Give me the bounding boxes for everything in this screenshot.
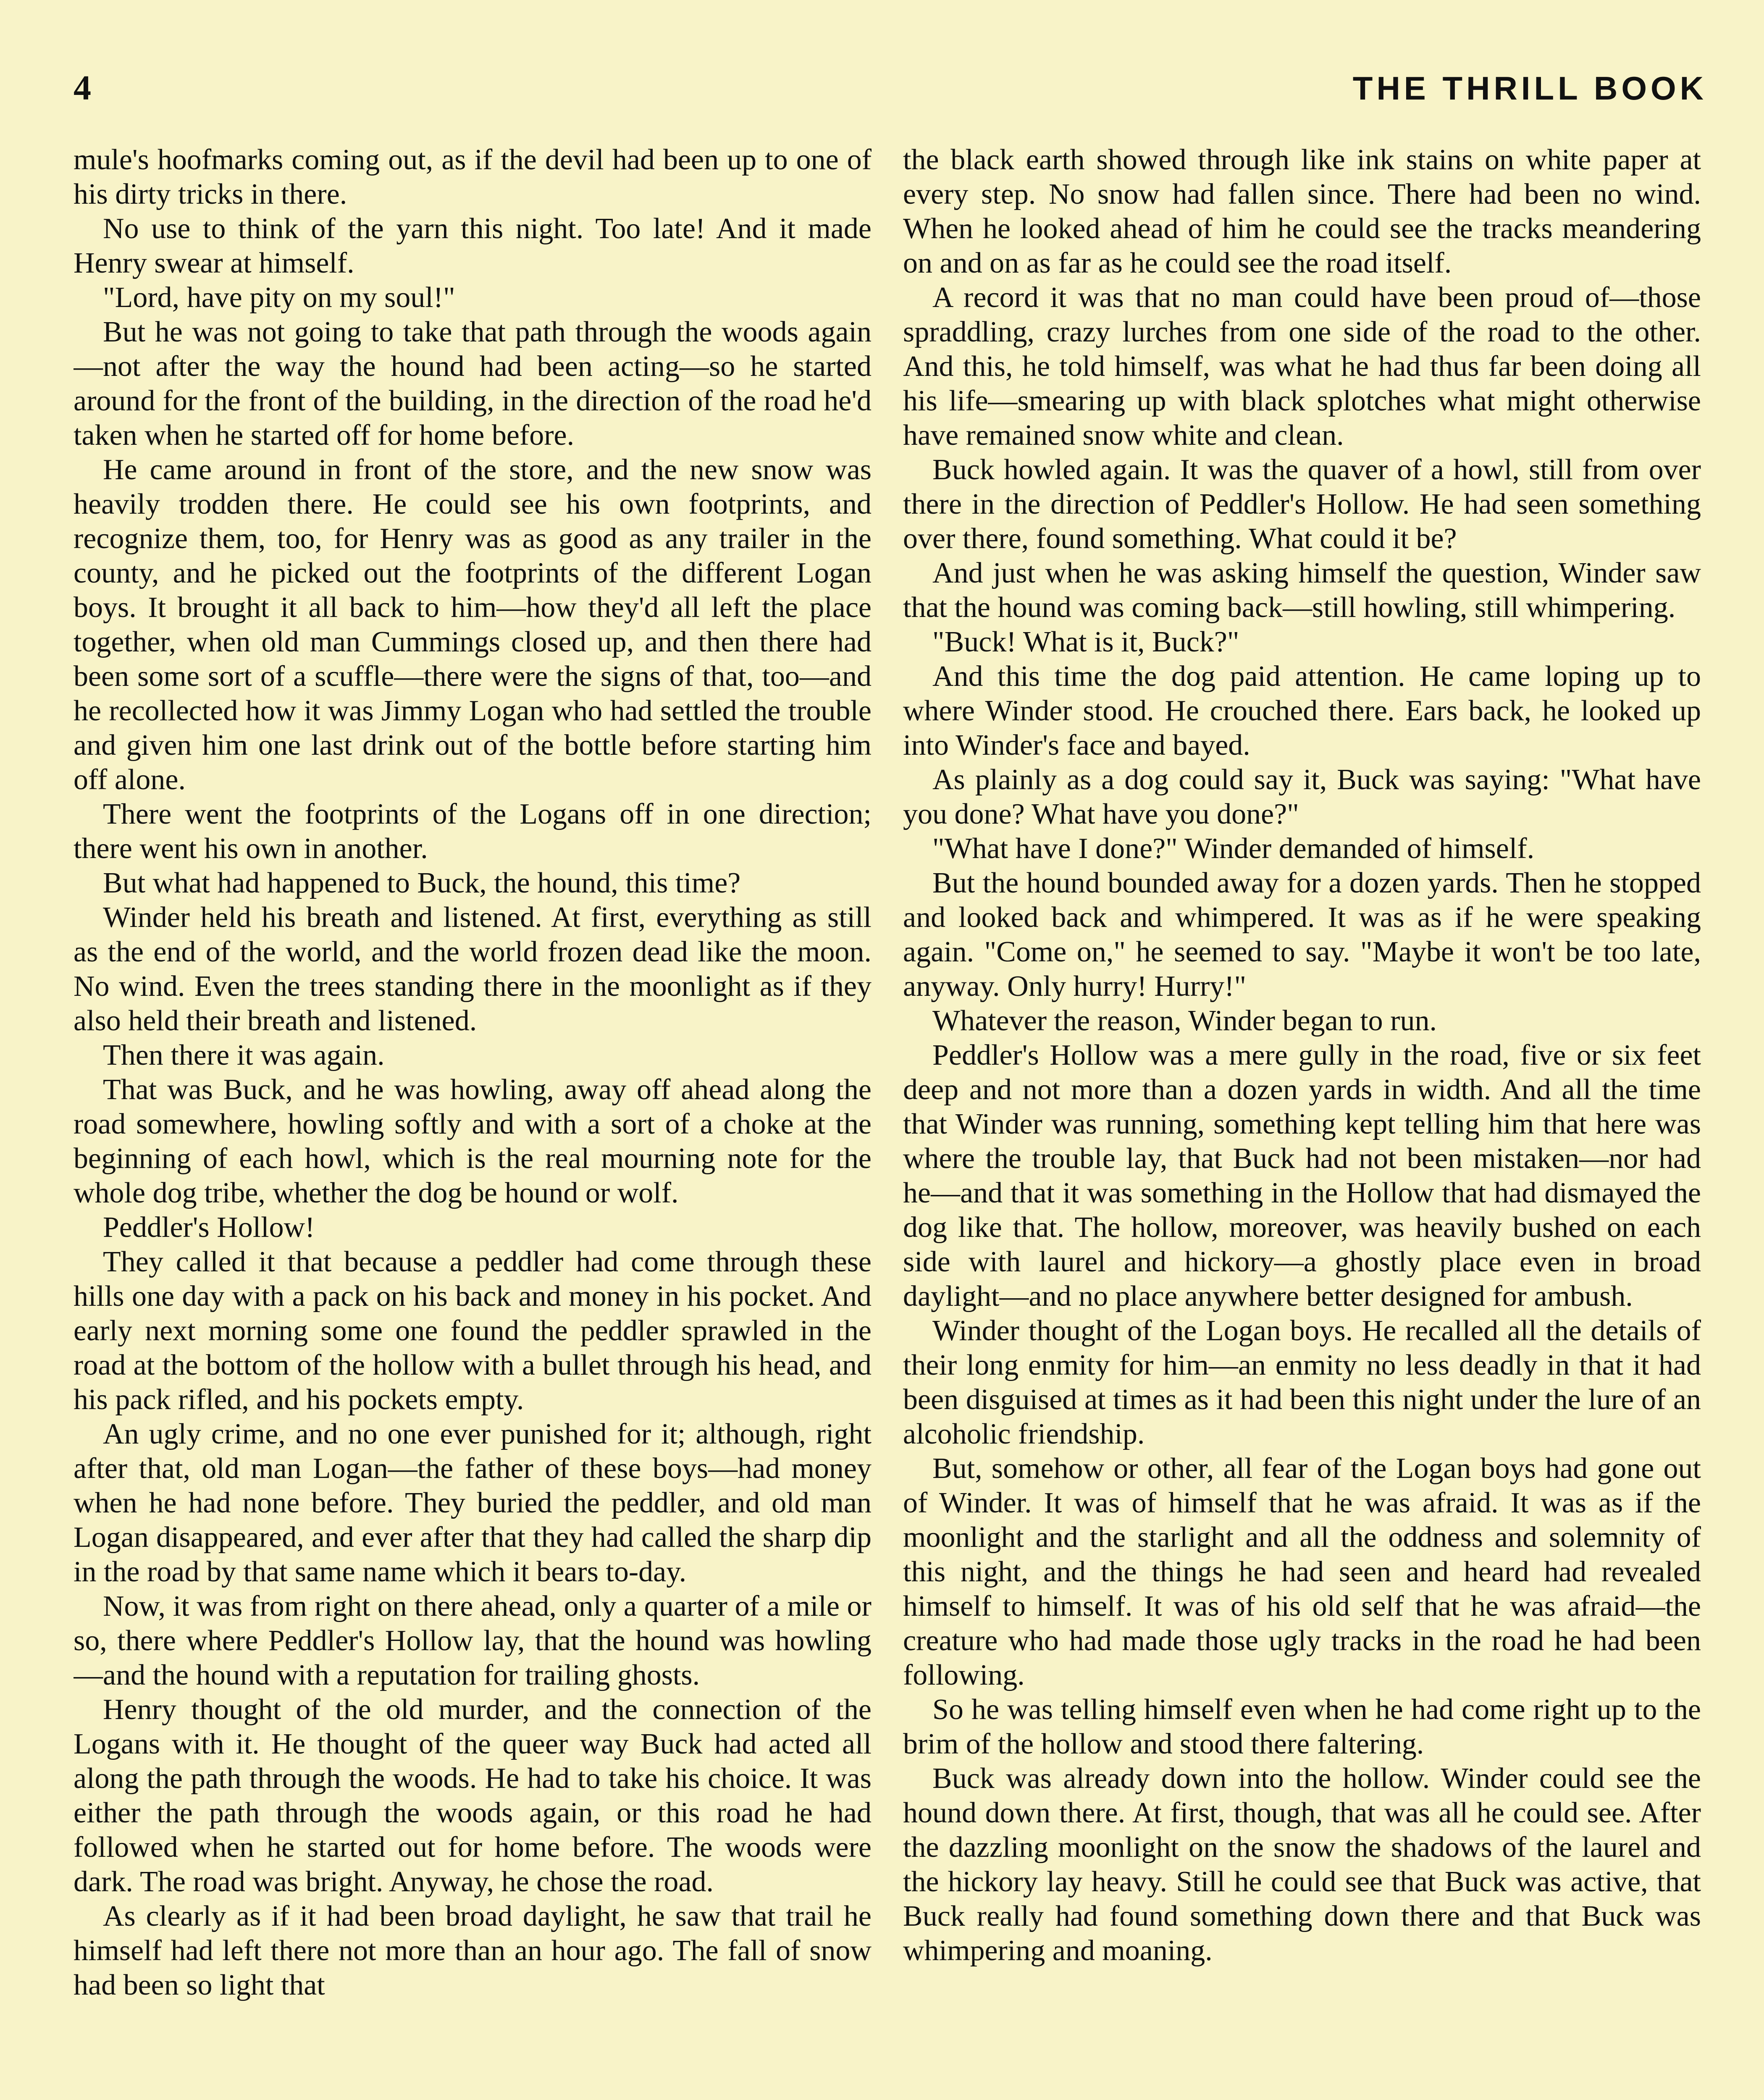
right-column bbox=[903, 143, 1701, 2100]
paragraph: mule's hoofmarks coming out, as if the devil had been up to one of his dirty tricks in there. bbox=[74, 144, 872, 210]
paragraph: No use to think of the yarn this night. Too late! And it made Henry swear at himself. bbox=[74, 213, 872, 279]
paragraph: Buck was already down into the hollow. Winder could see the hound down there. At first, though, that was all he could see. After the dazzling moonlight on the snow the shadows of the laurel and the hickory lay heavy. Still he could see that Buck was active, that Buck really had found something down there and that Buck was whimpering and moaning. bbox=[903, 1762, 1701, 1967]
paragraph: "Lord, have pity on my soul!" bbox=[103, 281, 455, 314]
paragraph: Whatever the reason, Winder began to run. bbox=[932, 1005, 1437, 1037]
paragraph: Buck howled again. It was the quaver of a howl, still from over there in the direction of Peddler's Hollow. He had seen something over there, found something. What could it be? bbox=[903, 454, 1701, 555]
paragraph: But what had happened to Buck, the hound, this time? bbox=[103, 867, 741, 899]
paragraph: "Buck! What is it, Buck?" bbox=[932, 626, 1239, 658]
paragraph: And this time the dog paid attention. He came loping up to where Winder stood. He crouched there. Ears back, he looked up into Winder's face and bayed. bbox=[903, 660, 1701, 761]
paragraph: An ugly crime, and no one ever punished for it; although, right after that, old man Logan—the father of these boys—had money when he had none before. They buried the peddler, and old man Logan disappeared, and ever after that they had called the sharp dip in the road by that same name which it bears to-day. bbox=[74, 1418, 872, 1588]
running-head: THE THRILL BOOK bbox=[1352, 70, 1707, 107]
paragraph: But he was not going to take that path through the woods again—not after the way the hound had been acting—so he started around for the front of the building, in the direction of the road he'd taken when he started off for home before. bbox=[74, 316, 872, 452]
paragraph: Peddler's Hollow! bbox=[103, 1211, 315, 1244]
paragraph: They called it that because a peddler had come through these hills one day with a pack on his back and money in his pocket. And early next morning some one found the peddler sprawled in the road at the bottom of the hollow with a bullet through his head, and his pack rifled, and his pockets empty. bbox=[74, 1246, 872, 1416]
left-column bbox=[74, 143, 872, 2100]
paragraph: Peddler's Hollow was a mere gully in the road, five or six feet deep and not more than a dozen yards in width. And all the time that Winder was running, something kept telling him that here was where the trouble lay, that Buck had not been mistaken—nor had he—and that it was something in the Hollow that had dismayed the dog like that. The hollow, moreover, was heavily bushed on each side with laurel and hickory—a ghostly place even in broad daylight—and no place anywhere better designed for ambush. bbox=[903, 1039, 1701, 1312]
paragraph: That was Buck, and he was howling, away off ahead along the road somewhere, howling softly and with a sort of a choke at the beginning of each howl, which is the real mourning note for the whole dog tribe, whether the dog be hound or wolf. bbox=[74, 1074, 872, 1209]
paragraph: But, somehow or other, all fear of the Logan boys had gone out of Winder. It was of himself that he was afraid. It was as if the moonlight and the starlight and all the oddness and solemnity of this night, and the things he had seen and heard had revealed himself to himself. It was of his old self that he was afraid—the creature who had made those ugly tracks in the road he had been following. bbox=[903, 1452, 1701, 1691]
paragraph: As plainly as a dog could say it, Buck was saying: "What have you done? What have you done?" bbox=[903, 764, 1701, 830]
page-number: 4 bbox=[74, 68, 91, 108]
paragraph: But the hound bounded away for a dozen yards. Then he stopped and looked back and whimpered. It was as if he were speaking again. "Come on," he seemed to say. "Maybe it won't be too late, anyway. Only hurry! Hurry!" bbox=[903, 867, 1701, 1003]
page-header bbox=[74, 63, 1707, 113]
paragraph: Henry thought of the old murder, and the connection of the Logans with it. He thought of the queer way Buck had acted all along the path through the woods. He had to take his choice. It was either the path through the woods again, or this road he had followed when he started out for home before. The woods were dark. The road was bright. Anyway, he chose the road. bbox=[74, 1693, 872, 1898]
paragraph: He came around in front of the store, and the new snow was heavily trodden there. He could see his own footprints, and recognize them, too, for Henry was as good as any trailer in the county, and he picked out the footprints of the different Logan boys. It brought it all back to him—how they'd all left the place together, when old man Cummings closed up, and then there had been some sort of a scuffle—there were the signs of that, too—and he recollected how it was Jimmy Logan who had settled the trouble and given him one last drink out of the bottle before starting him off alone. bbox=[74, 454, 872, 796]
paragraph: Then there it was again. bbox=[103, 1039, 385, 1071]
paragraph: Now, it was from right on there ahead, only a quarter of a mile or so, there where Peddler's Hollow lay, that the hound was howling—and the hound with a reputation for trailing ghosts. bbox=[74, 1590, 872, 1691]
paragraph: So he was telling himself even when he had come right up to the brim of the hollow and stood there faltering. bbox=[903, 1693, 1701, 1760]
paragraph: There went the footprints of the Logans off in one direction; there went his own in another. bbox=[74, 798, 872, 865]
paragraph: And just when he was asking himself the question, Winder saw that the hound was coming back—still howling, still whimpering. bbox=[903, 557, 1701, 624]
paragraph: "What have I done?" Winder demanded of himself. bbox=[932, 832, 1535, 865]
paragraph: As clearly as if it had been broad daylight, he saw that trail he himself had left there not more than an hour ago. The fall of snow had been so light that bbox=[74, 1900, 872, 2001]
paragraph: Winder held his breath and listened. At first, everything as still as the end of the world, and the world frozen dead like the moon. No wind. Even the trees standing there in the moonlight as if they also held their breath and listened. bbox=[74, 901, 872, 1037]
paragraph: Winder thought of the Logan boys. He recalled all the details of their long enmity for him—an enmity no less deadly in that it had been disguised at times as it had been this night under the lure of an alcoholic friendship. bbox=[903, 1315, 1701, 1450]
paragraph: A record it was that no man could have been proud of—those spraddling, crazy lurches from one side of the road to the other. And this, he told himself, was what he had thus far been doing all his life—smearing up with black splotches what might otherwise have remained snow white and clean. bbox=[903, 281, 1701, 452]
paragraph: the black earth showed through like ink stains on white paper at every step. No snow had fallen since. There had been no wind. When he looked ahead of him he could see the tracks meandering on and on as far as he could see the road itself. bbox=[903, 144, 1701, 279]
